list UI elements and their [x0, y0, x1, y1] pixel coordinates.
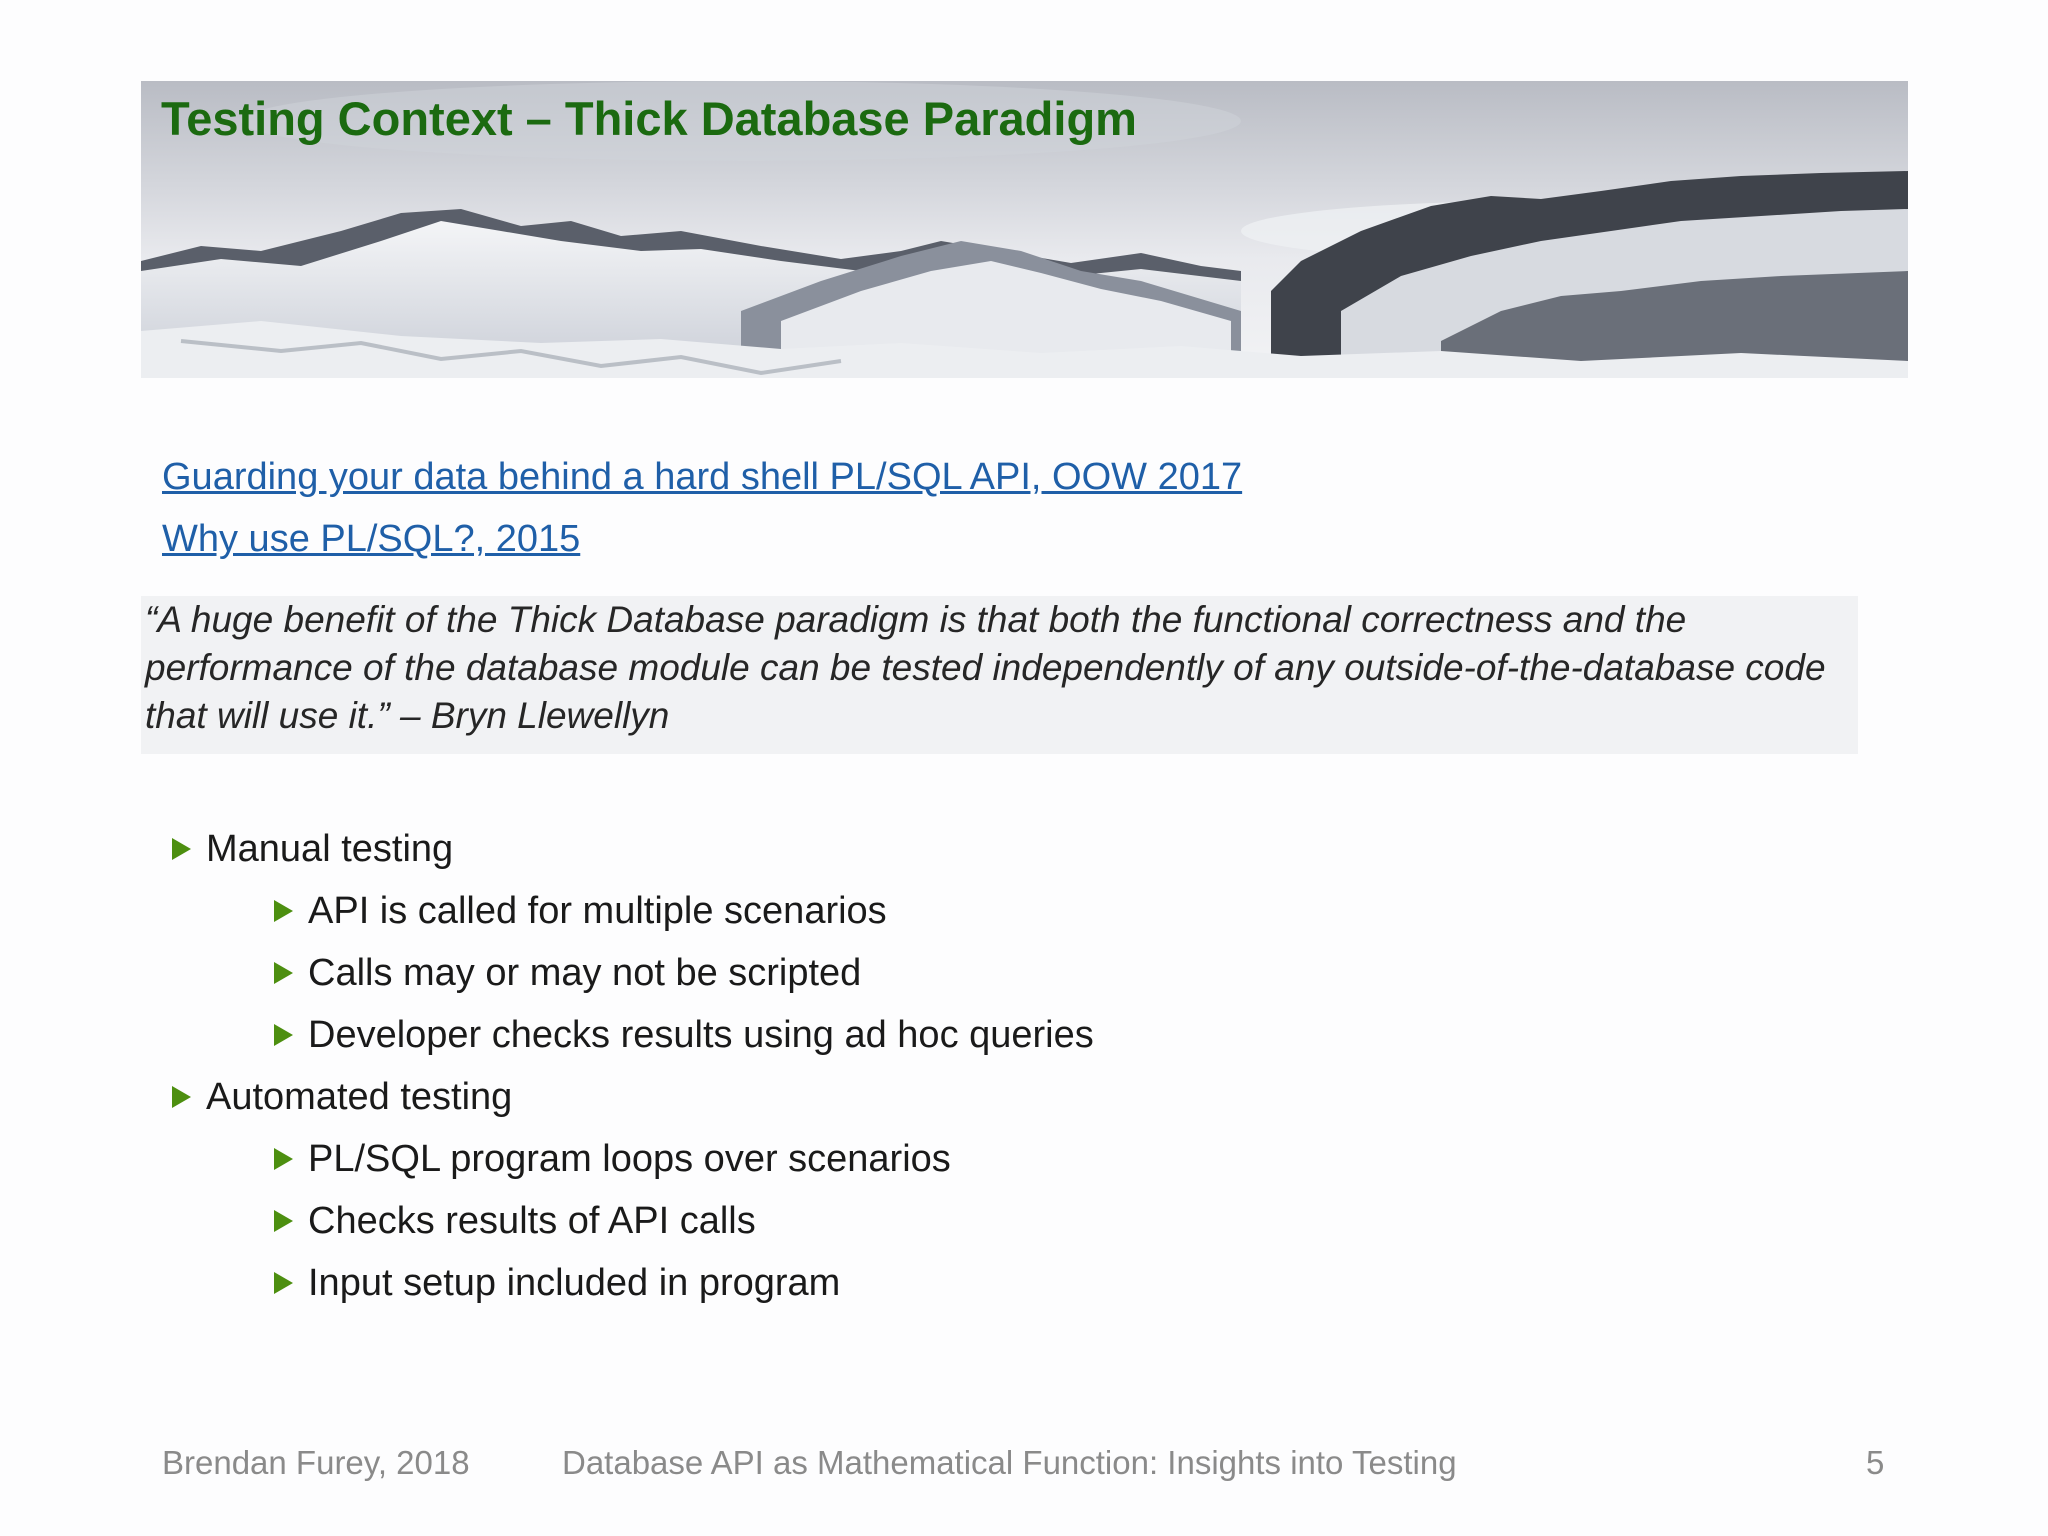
triangle-bullet-icon — [172, 838, 191, 860]
bullet-calls-scripted — [170, 942, 1094, 1004]
link-oow-2017[interactable]: Guarding your data behind a hard shell PL/SQL API, OOW 2017 — [162, 456, 1243, 498]
slide-title: Testing Context – Thick Database Paradigm — [161, 92, 1137, 145]
bullet-plsql-loops — [170, 1128, 1094, 1190]
bullet-checks-results — [170, 1190, 1094, 1252]
triangle-bullet-icon — [274, 1148, 293, 1170]
header-banner — [141, 81, 1908, 378]
bullet-text: API is called for multiple scenarios — [308, 890, 887, 932]
link-why-use-plsql[interactable]: Why use PL/SQL?, 2015 — [162, 518, 581, 560]
triangle-bullet-icon — [172, 1086, 191, 1108]
triangle-bullet-icon — [274, 962, 293, 984]
bullet-text: Developer checks results using ad hoc queries — [308, 1014, 1094, 1056]
bullet-text: Calls may or may not be scripted — [308, 952, 862, 994]
bullet-automated-testing — [170, 1066, 1094, 1128]
bullet-text: Manual testing — [206, 828, 454, 870]
bullet-manual-testing — [170, 818, 1094, 880]
triangle-bullet-icon — [274, 1024, 293, 1046]
bullet-text: PL/SQL program loops over scenarios — [308, 1138, 951, 1180]
footer-page-number: 5 — [1866, 1444, 1885, 1481]
reference-links — [162, 446, 1242, 570]
triangle-bullet-icon — [274, 1210, 293, 1232]
quote-block: “A huge benefit of the Thick Database paradigm is that both the functional correctness and the performance of the database module can be tested independently of any outside-of-the-database code that will use it.” – Bryn Llewellyn — [141, 596, 1858, 754]
bullet-text: Checks results of API calls — [308, 1200, 756, 1242]
bullet-text: Input setup included in program — [308, 1262, 841, 1304]
bullet-developer-checks — [170, 1004, 1094, 1066]
footer-author: Brendan Furey, 2018 — [162, 1444, 470, 1481]
footer-deck-title: Database API as Mathematical Function: Insights into Testing — [562, 1444, 1457, 1481]
bullet-input-setup — [170, 1252, 1094, 1314]
bullet-list — [170, 818, 1094, 1314]
triangle-bullet-icon — [274, 900, 293, 922]
bullet-api-called — [170, 880, 1094, 942]
triangle-bullet-icon — [274, 1272, 293, 1294]
bullet-text: Automated testing — [206, 1076, 513, 1118]
